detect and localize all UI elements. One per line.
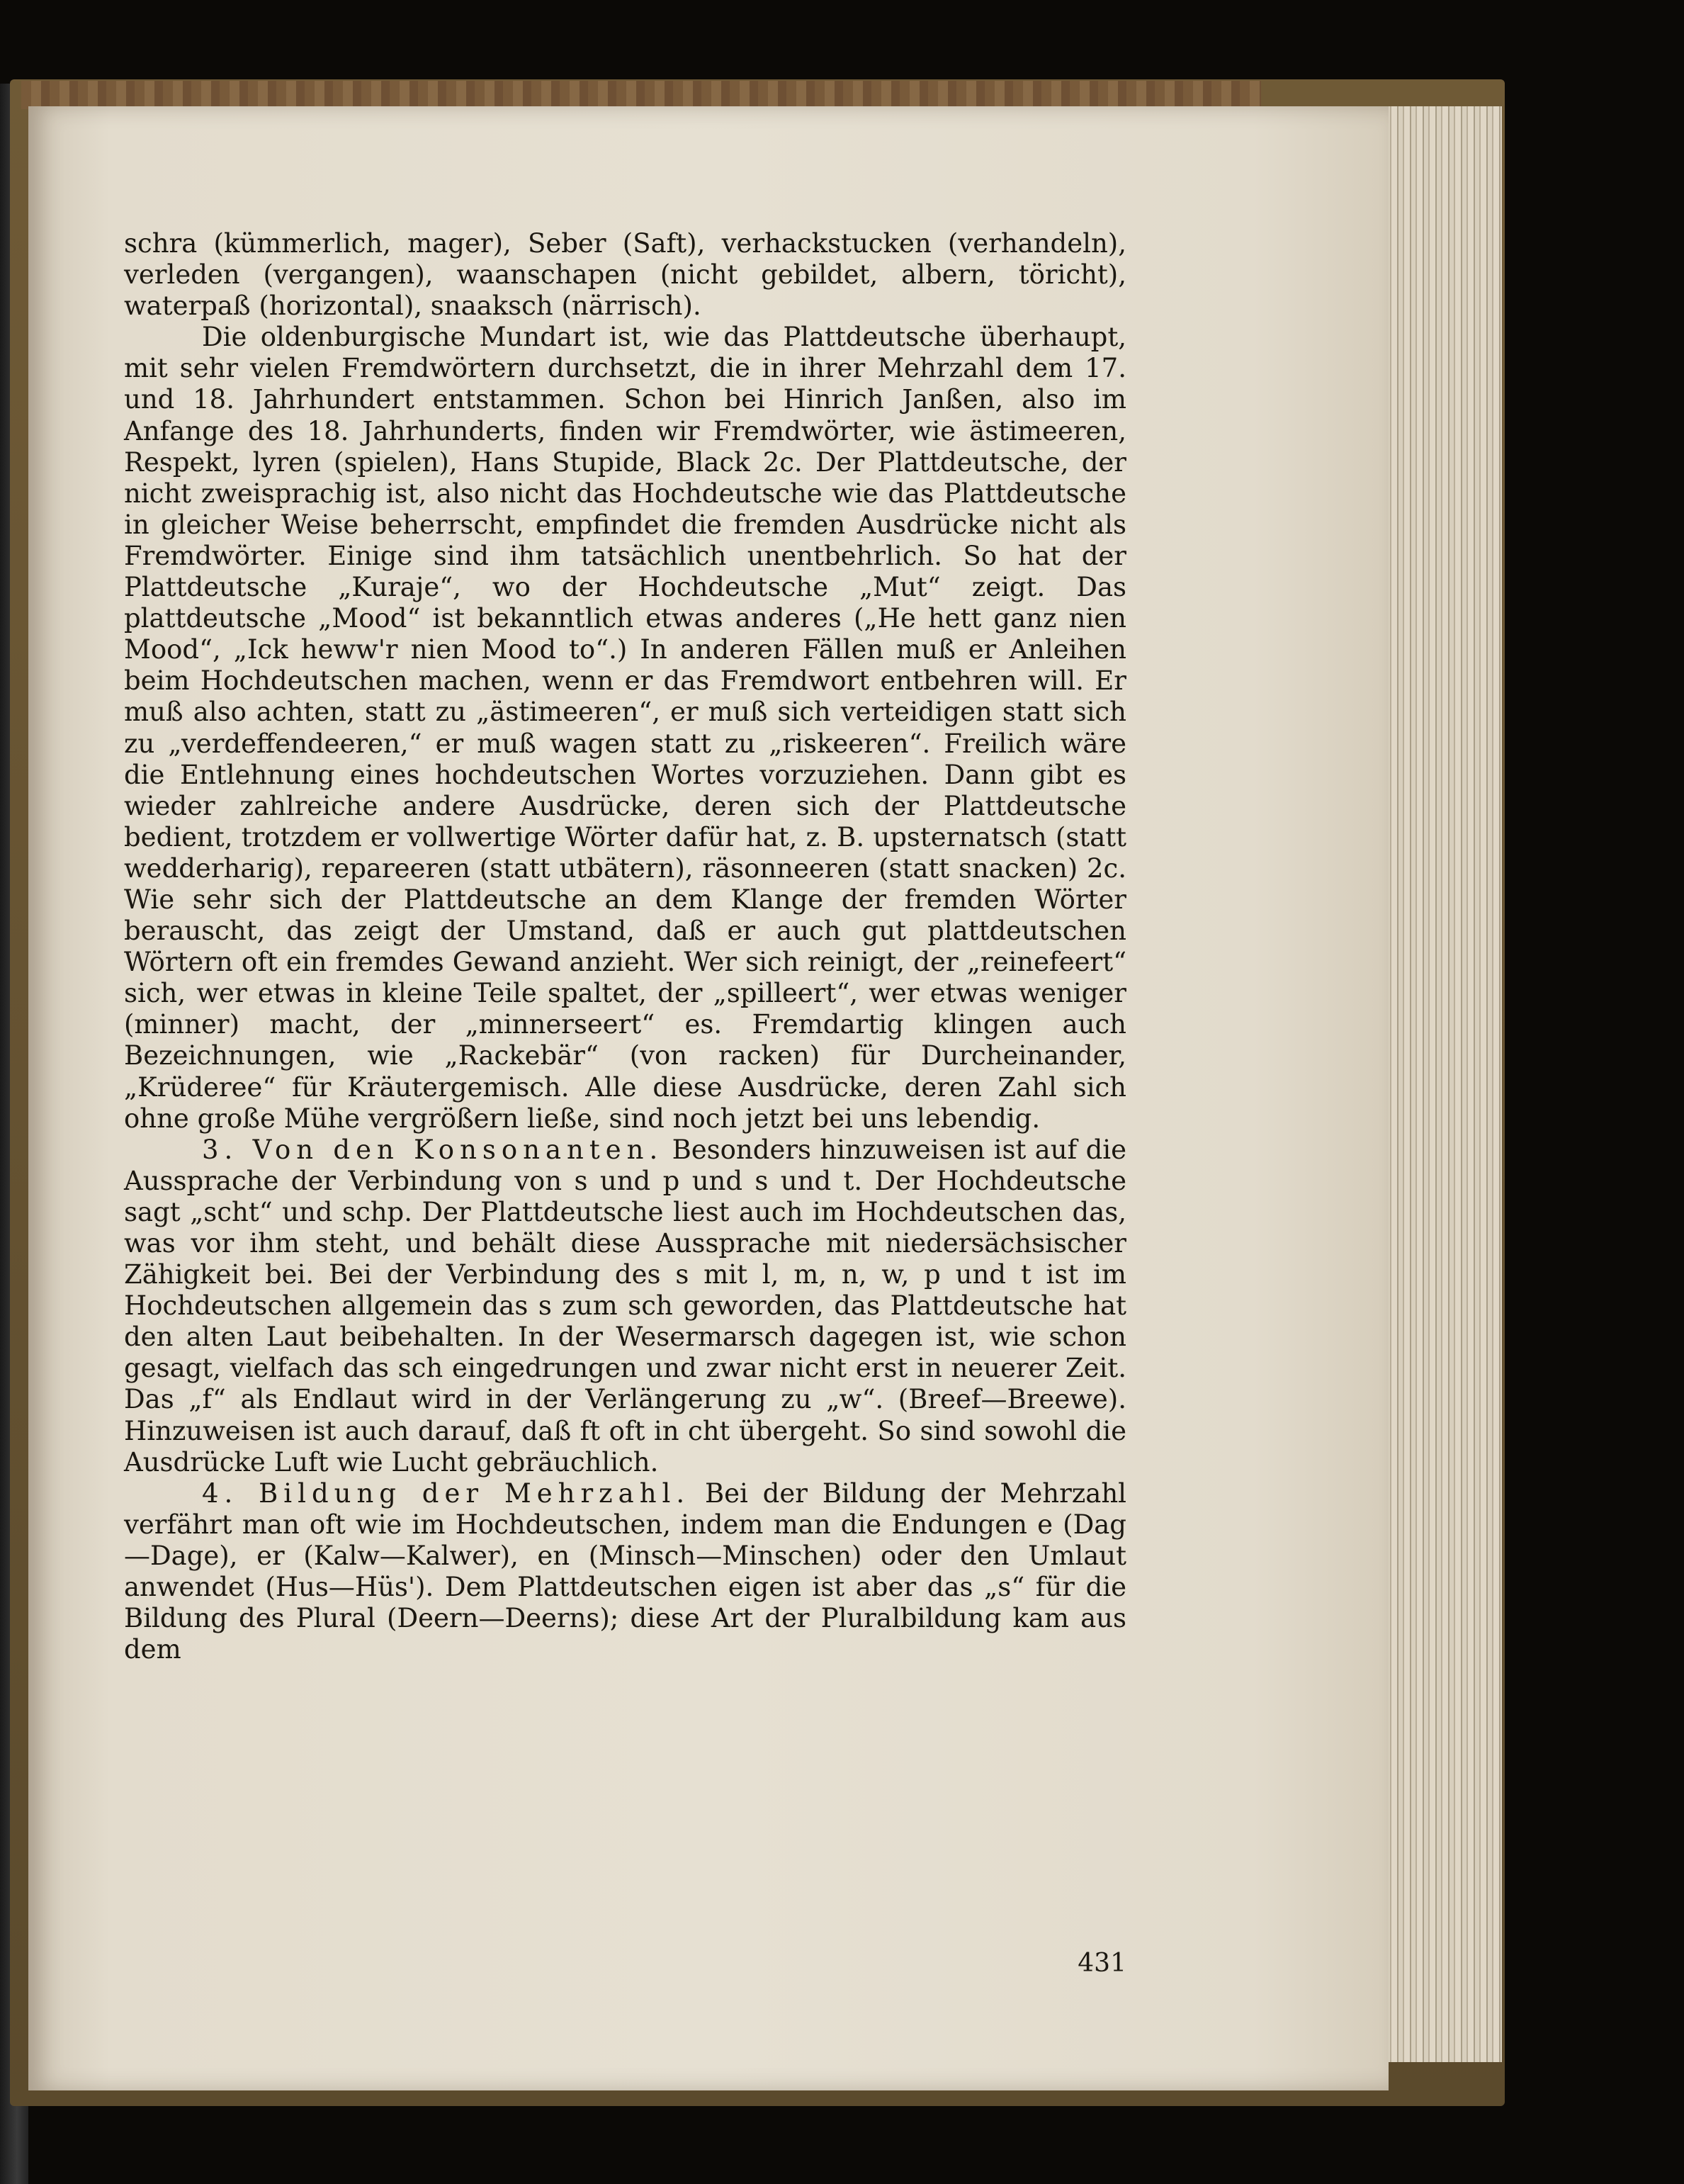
paragraph-3 — [124, 1135, 1126, 1478]
cover-decorative-band — [21, 81, 1261, 109]
section-heading-konsonanten: 3. Von den Konsonanten. — [202, 1134, 664, 1165]
section-heading-mehrzahl: 4. Bildung der Mehrzahl. — [202, 1477, 691, 1509]
paragraph-4 — [124, 1478, 1126, 1666]
paragraph-3-text: Besonders hinzuweisen ist auf die Aussprache der Verbindung von s und p und s und t. Der Hochdeutsche sagt „scht“ und schp. Der Plattdeutsche liest auch im Hochdeutschen das, was vor ihm steht, und behält diese Aussprache mit niedersächsischer Zähigkeit bei. Bei der Verbindung des s mit l, m, n, w, p und t ist im Hochdeutschen allgemein das s zum sch geworden, das Plattdeutsche hat den alten Laut beibehalten. In der Wesermarsch dagegen ist, wie schon gesagt, vielfach das sch eingedrungen und zwar nicht erst in neuerer Zeit. Das „f“ als Endlaut wird in der Verlängerung zu „w“. (Breef—Breewe). Hinzuweisen ist auch darauf, daß ft oft in cht übergeht. So sind sowohl die Ausdrücke Luft wie Lucht gebräuchlich. — [124, 1134, 1126, 1477]
paragraph-2: Die oldenburgische Mundart ist, wie das Plattdeutsche überhaupt, mit sehr vielen Fremdwörtern durchsetzt, die in ihrer Mehrzahl dem 17. und 18. Jahrhundert entstammen. Schon bei Hinrich Janßen, also im Anfange des 18. Jahrhunderts, finden wir Fremdwörter, wie ästimeeren, Respekt, lyren (spielen), Hans Stupide, Black 2c. Der Plattdeutsche, der nicht zweisprachig ist, also nicht das Hochdeutsche wie das Plattdeutsche in gleicher Weise beherrscht, empfindet die fremden Ausdrücke nicht als Fremdwörter. Einige sind ihm tatsächlich unentbehrlich. So hat der Plattdeutsche „Kuraje“, wo der Hochdeutsche „Mut“ zeigt. Das plattdeutsche „Mood“ ist bekanntlich etwas anderes („He hett ganz nien Mood“, „Ick heww'r nien Mood to“.) In anderen Fällen muß er Anleihen beim Hochdeutschen machen, wenn er das Fremdwort entbehren will. Er muß also achten, statt zu „ästimeeren“, er muß sich verteidigen statt sich zu „verdeffendeeren,“ er muß wagen statt zu „riskeeren“. Freilich wäre die Entlehnung eines hochdeutschen Wortes vorzuziehen. Dann gibt es wieder zahlreiche andere Ausdrücke, deren sich der Plattdeutsche bedient, trotzdem er vollwertige Wörter dafür hat, z. B. upsternatsch (statt wedderharig), repareeren (statt utbätern), räsonneeren (statt snacken) 2c. Wie sehr sich der Plattdeutsche an dem Klange der fremden Wörter berauscht, das zeigt der Umstand, daß er auch gut plattdeutschen Wörtern oft ein fremdes Gewand anzieht. Wer sich reinigt, der „reinefeert“ sich, wer etwas in kleine Teile spaltet, der „spilleert“, wer etwas weniger (minner) macht, der „minnerseert“ es. Fremdartig klingen auch Bezeichnungen, wie „Rackebär“ (von racken) für Durcheinander, „Krüderee“ für Kräutergemisch. Alle diese Ausdrücke, deren Zahl sich ohne große Mühe vergrößern ließe, sind noch jetzt bei uns lebendig. — [124, 322, 1126, 1134]
page-number: 431 — [1078, 1949, 1126, 1978]
paragraph-1: schra (kümmerlich, mager), Seber (Saft), verhackstucken (verhandeln), verleden (vergangen), waanschapen (nicht gebildet, albern, töricht), waterpaß (horizontal), snaaksch (närrisch). — [124, 228, 1126, 322]
body-text — [124, 228, 1126, 1665]
paragraph-4-text: Bei der Bildung der Mehrzahl verfährt man oft wie im Hochdeutschen, indem man die Endungen e (Dag—Dage), er (Kalw—Kalwer), en (Minsch—Minschen) oder den Umlaut anwendet (Hus—Hüs'). Dem Plattdeutschen eigen ist aber das „s“ für die Bildung des Plural (Deern—Deerns); diese Art der Pluralbildung kam aus dem — [124, 1477, 1126, 1665]
